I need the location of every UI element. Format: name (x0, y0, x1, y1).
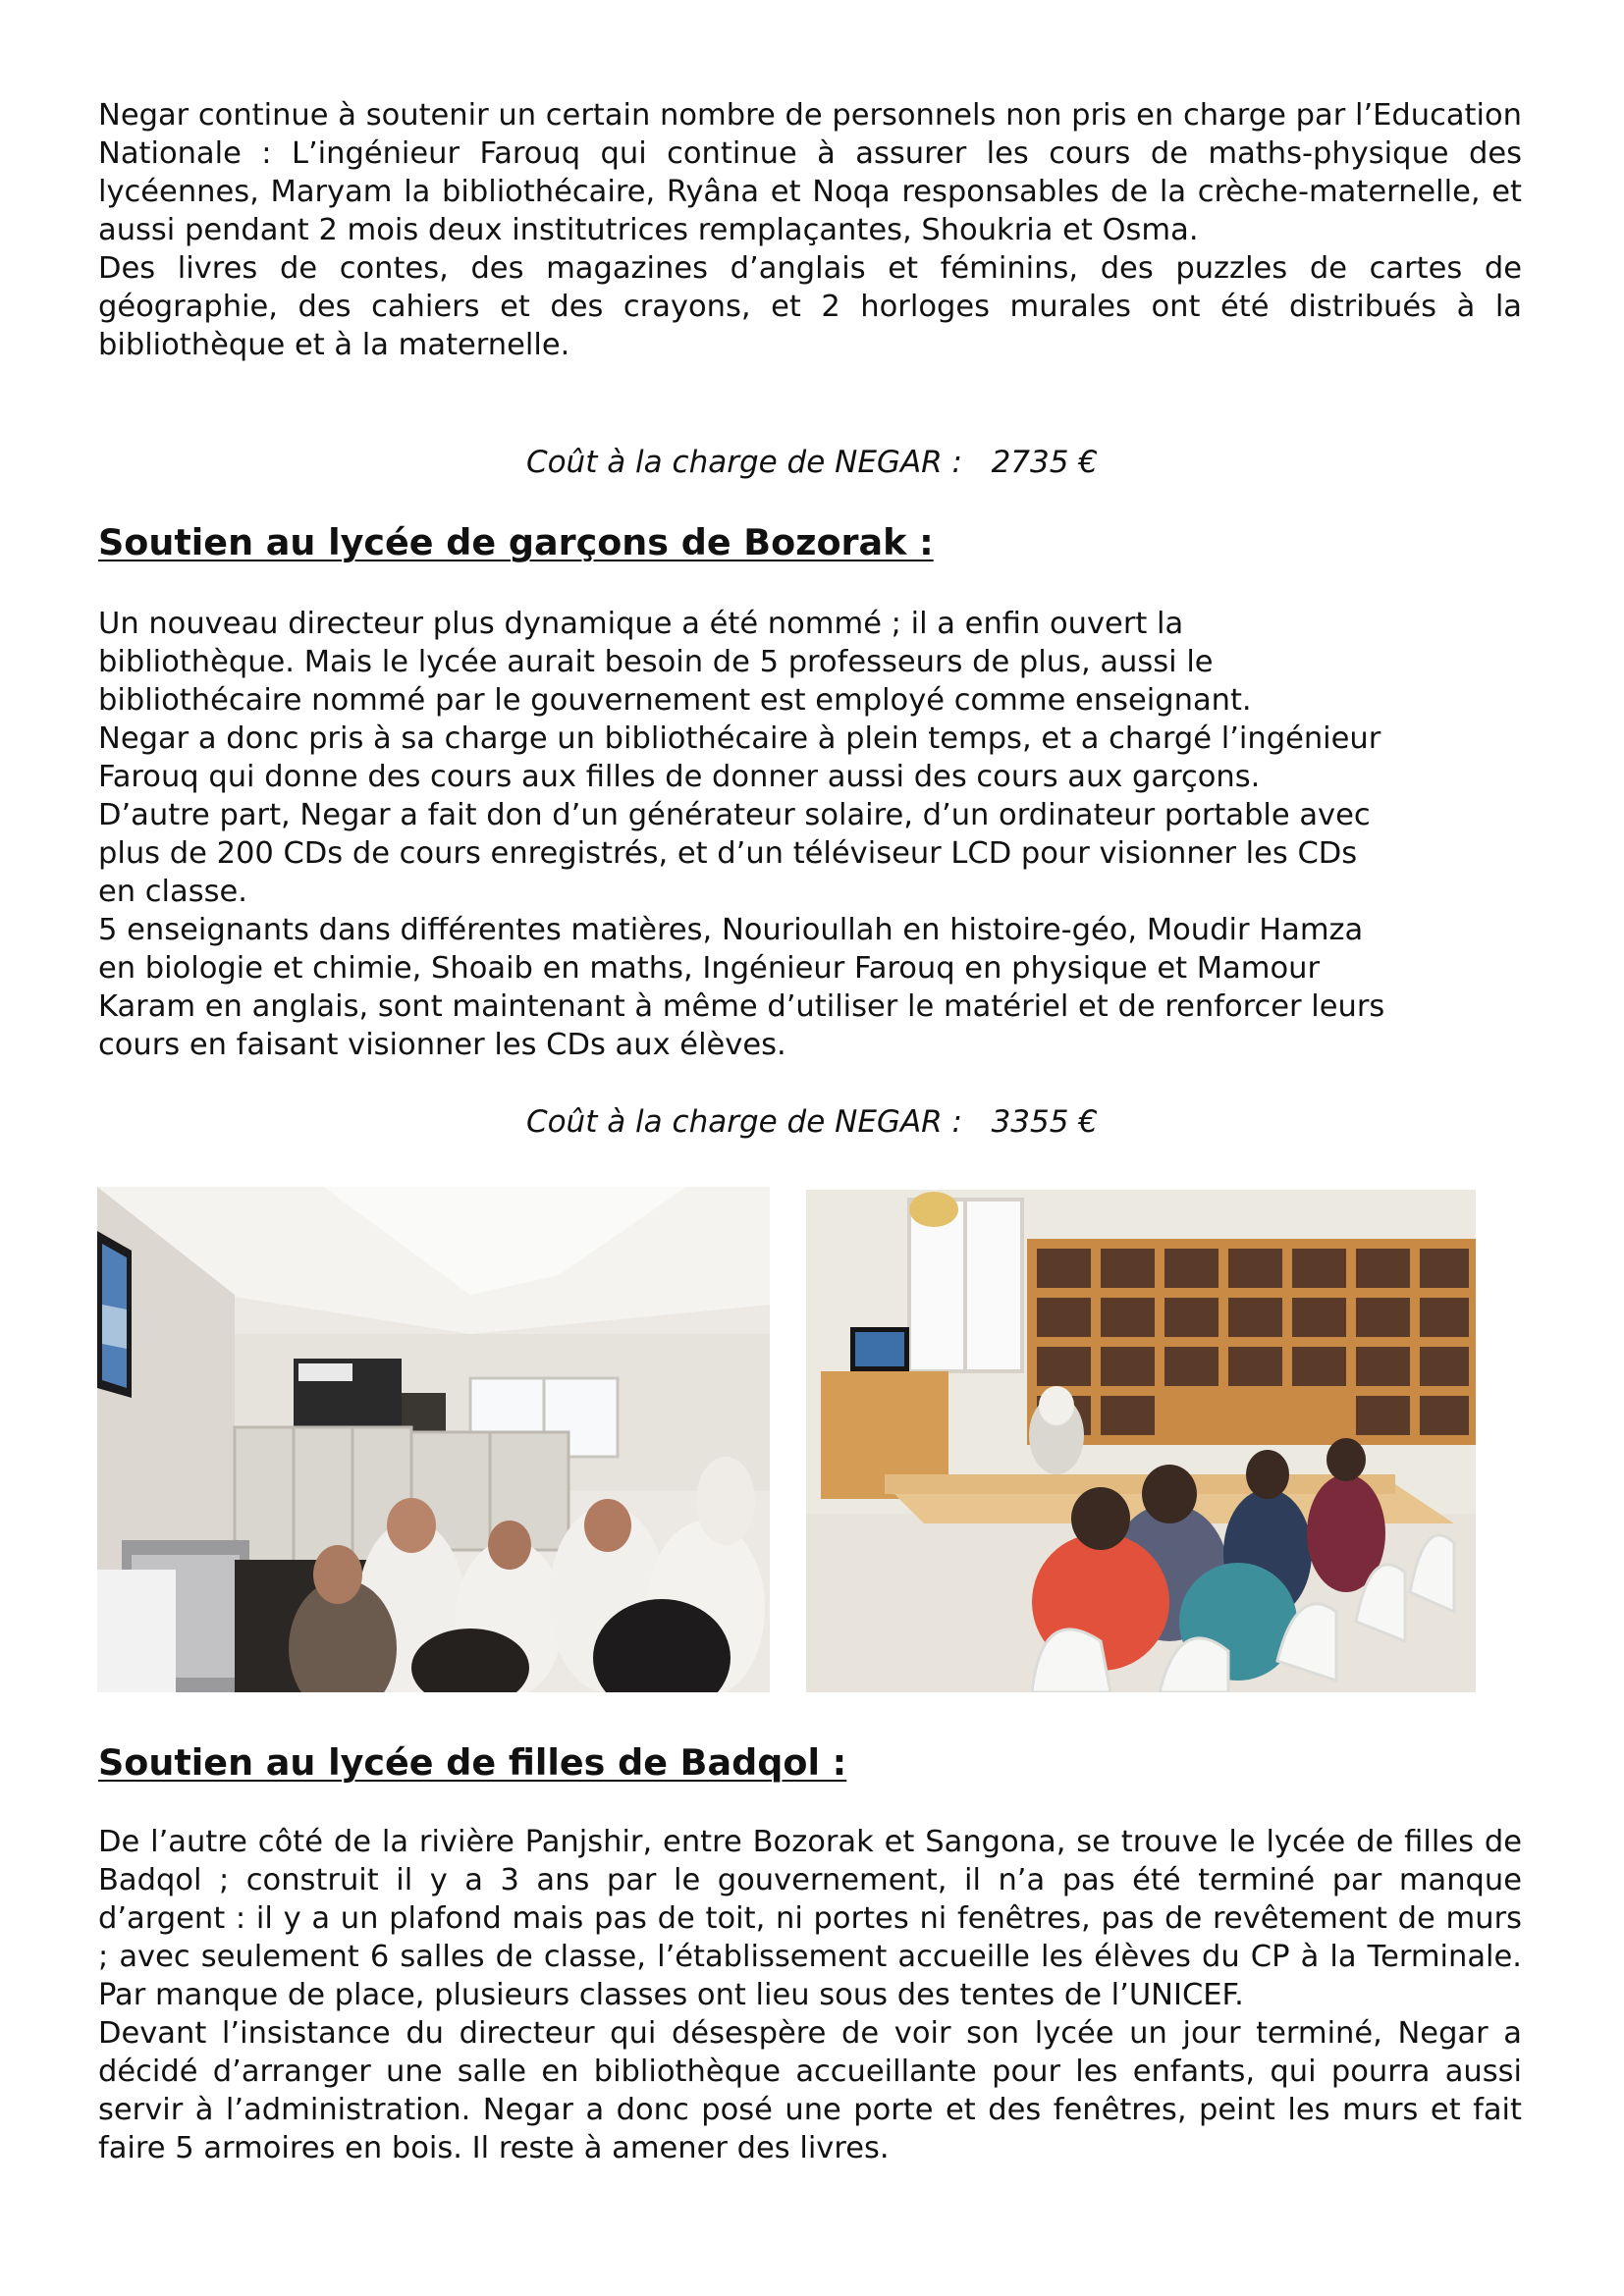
bozorak-line: Karam en anglais, sont maintenant à même d’utiliser le matériel et de renforcer leurs (98, 989, 1385, 1024)
library-photo (806, 1190, 1476, 1692)
badqol-heading: Soutien au lycée de filles de Badqol : (98, 1741, 847, 1784)
bozorak-text (98, 605, 1522, 1064)
bozorak-line: bibliothèque. Mais le lycée aurait besoin de 5 professeurs de plus, aussi le (98, 645, 1214, 679)
intro-paragraph-2: Des livres de contes, des magazines d’anglais et féminins, des puzzles de cartes de géographie, des cahiers et des crayons, et 2 horloges murales ont été distribués à la bibliothèque et à la maternelle. (98, 251, 1522, 362)
intro-text (98, 96, 1522, 364)
bozorak-line: en biologie et chimie, Shoaib en maths, Ingénieur Farouq en physique et Mamour (98, 951, 1321, 986)
badqol-paragraph-1: De l’autre côté de la rivière Panjshir, entre Bozorak et Sangona, se trouve le lycée de filles de Badqol ; construit il y a 3 ans par le gouvernement, il n’a pas été terminé par manque d’argent : il y a un plafond mais pas de toit, ni portes ni fenêtres, pas de revêtement de murs ; avec seulement 6 salles de classe, l’établissement accueille les élèves du CP à la Terminale. Par manque de place, plusieurs classes ont lieu sous des tentes de l’UNICEF. (98, 1825, 1522, 2012)
classroom-photo (97, 1187, 770, 1692)
bozorak-heading: Soutien au lycée de garçons de Bozorak : (98, 521, 934, 563)
bozorak-line: cours en faisant visionner les CDs aux élèves. (98, 1028, 786, 1062)
intro-paragraph-1: Negar continue à soutenir un certain nombre de personnels non pris en charge par l’Education Nationale : L’ingénieur Farouq qui continue à assurer les cours de maths-physique des lycéennes, Maryam la bibliothécaire, Ryâna et Noqa responsables de la crèche-maternelle, et aussi pendant 2 mois deux institutrices remplaçantes, Shoukria et Osma. (98, 98, 1522, 247)
bozorak-line: 5 enseignants dans différentes matières, Nourioullah en histoire-géo, Moudir Hamza (98, 913, 1364, 947)
bozorak-line: Un nouveau directeur plus dynamique a été nommé ; il a enfin ouvert la (98, 607, 1184, 641)
bozorak-line: Negar a donc pris à sa charge un bibliothécaire à plein temps, et a chargé l’ingénieur (98, 721, 1381, 756)
bozorak-line: plus de 200 CDs de cours enregistrés, et d’un téléviseur LCD pour visionner les CDs (98, 836, 1358, 871)
badqol-paragraph-2: Devant l’insistance du directeur qui désespère de voir son lycée un jour terminé, Negar a décidé d’arranger une salle en bibliothèque accueillante pour les enfants, qui pourra aussi servir à l’administration. Negar a donc posé une porte et des fenêtres, peint les murs et fait faire 5 armoires en bois. Il reste à amener des livres. (98, 2016, 1522, 2165)
bozorak-line: bibliothécaire nommé par le gouvernement est employé comme enseignant. (98, 683, 1252, 718)
bozorak-line: D’autre part, Negar a fait don d’un générateur solaire, d’un ordinateur portable avec (98, 798, 1371, 832)
badqol-text (98, 1823, 1522, 2167)
bozorak-line: Farouq qui donne des cours aux filles de donner aussi des cours aux garçons. (98, 760, 1261, 794)
intro-cost: Coût à la charge de NEGAR : 2735 € (525, 445, 1099, 480)
bozorak-cost: Coût à la charge de NEGAR : 3355 € (525, 1104, 1099, 1140)
bozorak-line: en classe. (98, 875, 247, 909)
